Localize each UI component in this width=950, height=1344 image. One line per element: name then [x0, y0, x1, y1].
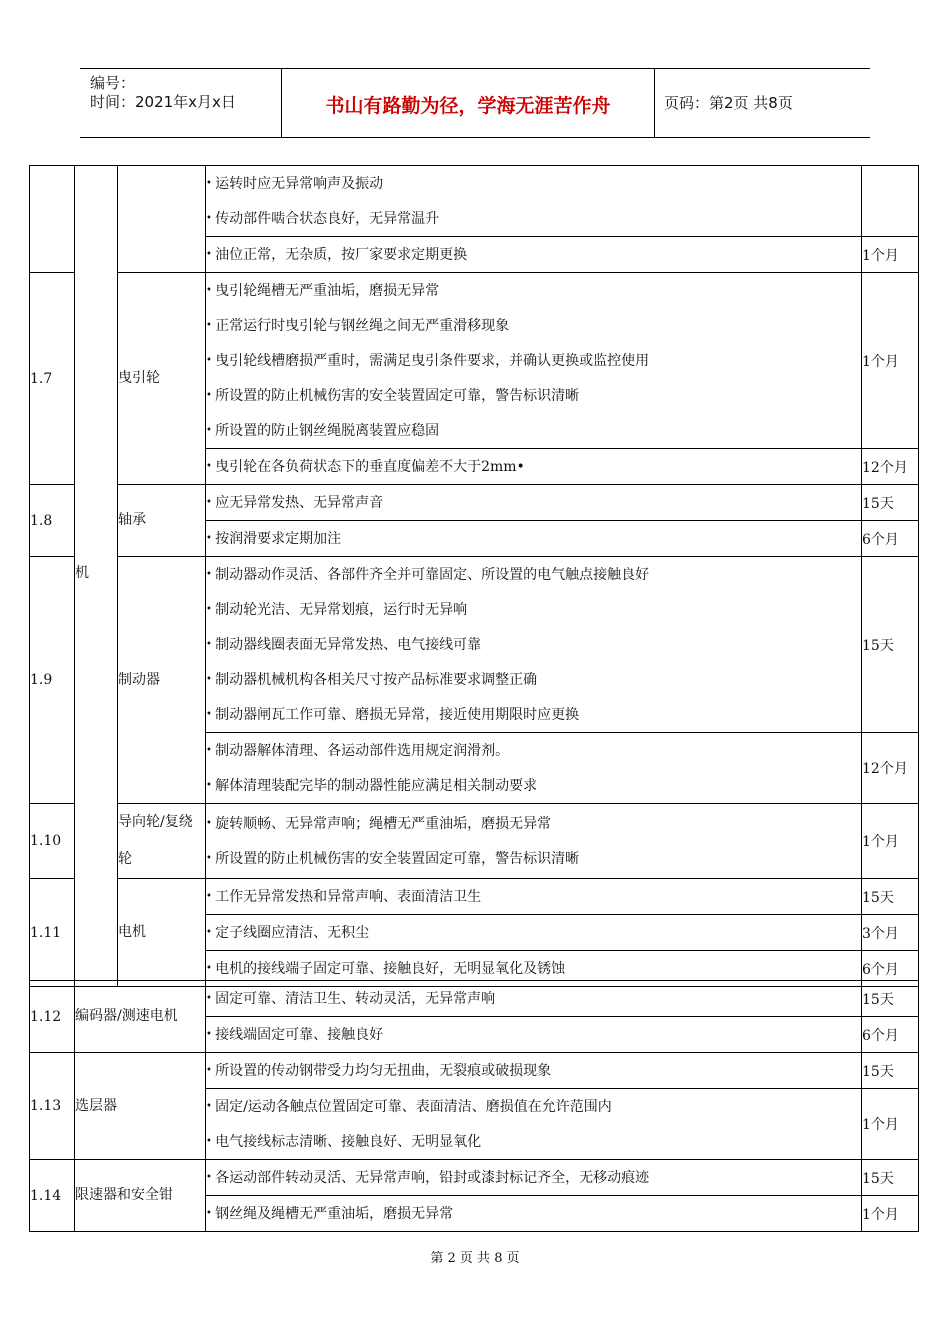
maintenance-table-lower: [29, 980, 919, 1232]
check-items-cell: [206, 237, 862, 273]
check-item: • 制动器闸瓦工作可靠、磨损无异常，接近使用期限时应更换: [206, 697, 861, 732]
header-page-number: 页码：第2页 共8页: [664, 94, 793, 112]
check-item: • 电气接线标志清晰、接触良好、无明显氧化: [206, 1124, 861, 1159]
check-item: • 制动器机械机构各相关尺寸按产品标准要求调整正确: [206, 662, 861, 697]
check-item: • 接线端固定可靠、接触良好: [206, 1017, 861, 1052]
table-row: [30, 166, 919, 237]
component-name-cell: 选层器: [75, 1053, 206, 1160]
component-name-cell: 限速器和安全钳: [75, 1160, 206, 1232]
component-name-cell: 编码器/测速电机: [75, 981, 206, 1053]
check-item: • 旋转顺畅、无异常声响；绳槽无严重油垢，磨损无异常: [206, 806, 861, 841]
check-item: • 正常运行时曳引轮与钢丝绳之间无严重滑移现象: [206, 308, 861, 343]
frequency-cell: 15天: [862, 1053, 919, 1089]
check-items-cell: [206, 485, 862, 521]
component-name-cell: 导向轮/复绕轮: [118, 804, 206, 879]
component-name-cell: [118, 166, 206, 273]
check-items-cell: [206, 804, 862, 879]
system-label: 机: [75, 565, 89, 581]
maintenance-table: [29, 165, 919, 987]
check-item: • 所设置的防止机械伤害的安全装置固定可靠，警告标识清晰: [206, 841, 861, 876]
item-number-cell: 1.13: [30, 1053, 75, 1160]
check-item: • 电机的接线端子固定可靠、接触良好，无明显氧化及锈蚀: [206, 951, 861, 986]
check-items-cell: [206, 1160, 862, 1196]
header-divider: [654, 69, 655, 137]
check-item: • 所设置的防止钢丝绳脱离装置应稳固: [206, 413, 861, 448]
item-number-cell: 1.8: [30, 485, 75, 557]
check-item: • 定子线圈应清洁、无积尘: [206, 915, 861, 950]
doc-time: 时间：2021年x月x日: [90, 93, 236, 111]
table-row: [30, 1053, 919, 1089]
check-items-cell: [206, 915, 862, 951]
component-name-cell: 电机: [118, 879, 206, 987]
header-motto: 书山有路勤为径，学海无涯苦作舟: [325, 95, 611, 117]
check-items-cell: [206, 521, 862, 557]
check-item: • 固定可靠、清洁卫生、转动灵活，无异常声响: [206, 981, 861, 1016]
check-items-cell: [206, 981, 862, 1017]
frequency-cell: 15天: [862, 981, 919, 1017]
check-item: • 制动器动作灵活、各部件齐全并可靠固定、所设置的电气触点接触良好: [206, 557, 861, 592]
doc-number: 编号：: [90, 74, 136, 92]
page-footer: 第 2 页 共 8 页: [430, 1251, 520, 1266]
frequency-cell: 6个月: [862, 951, 919, 987]
frequency-cell: 15天: [862, 557, 919, 733]
check-items-cell: [206, 273, 862, 449]
frequency-cell: 1个月: [862, 1089, 919, 1160]
check-item: • 所设置的防止机械伤害的安全装置固定可靠，警告标识清晰: [206, 378, 861, 413]
check-item: • 固定/运动各触点位置固定可靠、表面清洁、磨损值在允许范围内: [206, 1089, 861, 1124]
item-number-cell: 1.9: [30, 557, 75, 804]
check-items-cell: [206, 449, 862, 485]
table-row: [30, 273, 919, 449]
frequency-cell: 15天: [862, 485, 919, 521]
frequency-cell: 1个月: [862, 1196, 919, 1232]
item-number-cell: 1.14: [30, 1160, 75, 1232]
check-item: • 油位正常，无杂质，按厂家要求定期更换: [206, 237, 861, 272]
frequency-cell: 1个月: [862, 273, 919, 449]
header-meta: [90, 74, 236, 112]
table-row: [30, 981, 919, 1017]
component-name-cell: 制动器: [118, 557, 206, 804]
check-items-cell: [206, 733, 862, 804]
check-item: • 制动器解体清理、各运动部件选用规定润滑剂。: [206, 733, 861, 768]
table-row: [30, 557, 919, 733]
check-item: • 传动部件啮合状态良好，无异常温升: [206, 201, 861, 236]
item-number-cell: 1.10: [30, 804, 75, 879]
frequency-cell: 6个月: [862, 1017, 919, 1053]
check-items-cell: [206, 1196, 862, 1232]
component-name-cell: 曳引轮: [118, 273, 206, 485]
frequency-cell: [862, 166, 919, 237]
frequency-cell: 1个月: [862, 804, 919, 879]
check-item: • 各运动部件转动灵活、无异常声响，铅封或漆封标记齐全，无移动痕迹: [206, 1160, 861, 1195]
frequency-cell: 1个月: [862, 237, 919, 273]
check-item: • 运转时应无异常响声及振动: [206, 166, 861, 201]
check-item: • 制动轮光洁、无异常划痕，运行时无异响: [206, 592, 861, 627]
check-item: • 应无异常发热、无异常声音: [206, 485, 861, 520]
frequency-cell: 15天: [862, 1160, 919, 1196]
item-number-cell: 1.7: [30, 273, 75, 485]
item-number-cell: 1.12: [30, 981, 75, 1053]
page-header: [80, 68, 870, 138]
check-item: • 解体清理装配完毕的制动器性能应满足相关制动要求: [206, 768, 861, 803]
check-item: • 曳引轮绳槽无严重油垢，磨损无异常: [206, 273, 861, 308]
check-item: • 曳引轮在各负荷状态下的垂直度偏差不大于2mm•: [206, 449, 861, 484]
table-row: [30, 485, 919, 521]
component-name-cell: 轴承: [118, 485, 206, 557]
check-item: • 按润滑要求定期加注: [206, 521, 861, 556]
frequency-cell: 12个月: [862, 449, 919, 485]
check-item: • 曳引轮线槽磨损严重时，需满足曳引条件要求，并确认更换或监控使用: [206, 343, 861, 378]
check-item: • 所设置的传动钢带受力均匀无扭曲，无裂痕或破损现象: [206, 1053, 861, 1088]
check-items-cell: [206, 557, 862, 733]
check-items-cell: [206, 1089, 862, 1160]
check-item: • 工作无异常发热和异常声响、表面清洁卫生: [206, 879, 861, 914]
frequency-cell: 15天: [862, 879, 919, 915]
table-row: [30, 804, 919, 879]
frequency-cell: 3个月: [862, 915, 919, 951]
frequency-cell: 12个月: [862, 733, 919, 804]
check-item: • 制动器线圈表面无异常发热、电气接线可靠: [206, 627, 861, 662]
table-row: [30, 1160, 919, 1196]
frequency-cell: 6个月: [862, 521, 919, 557]
check-items-cell: [206, 1053, 862, 1089]
item-number-cell: 1.11: [30, 879, 75, 987]
table-row: [30, 879, 919, 915]
check-items-cell: [206, 879, 862, 915]
check-item: • 钢丝绳及绳槽无严重油垢，磨损无异常: [206, 1196, 861, 1231]
check-items-cell: [206, 166, 862, 237]
check-items-cell: [206, 1017, 862, 1053]
item-number-cell: [30, 166, 75, 273]
